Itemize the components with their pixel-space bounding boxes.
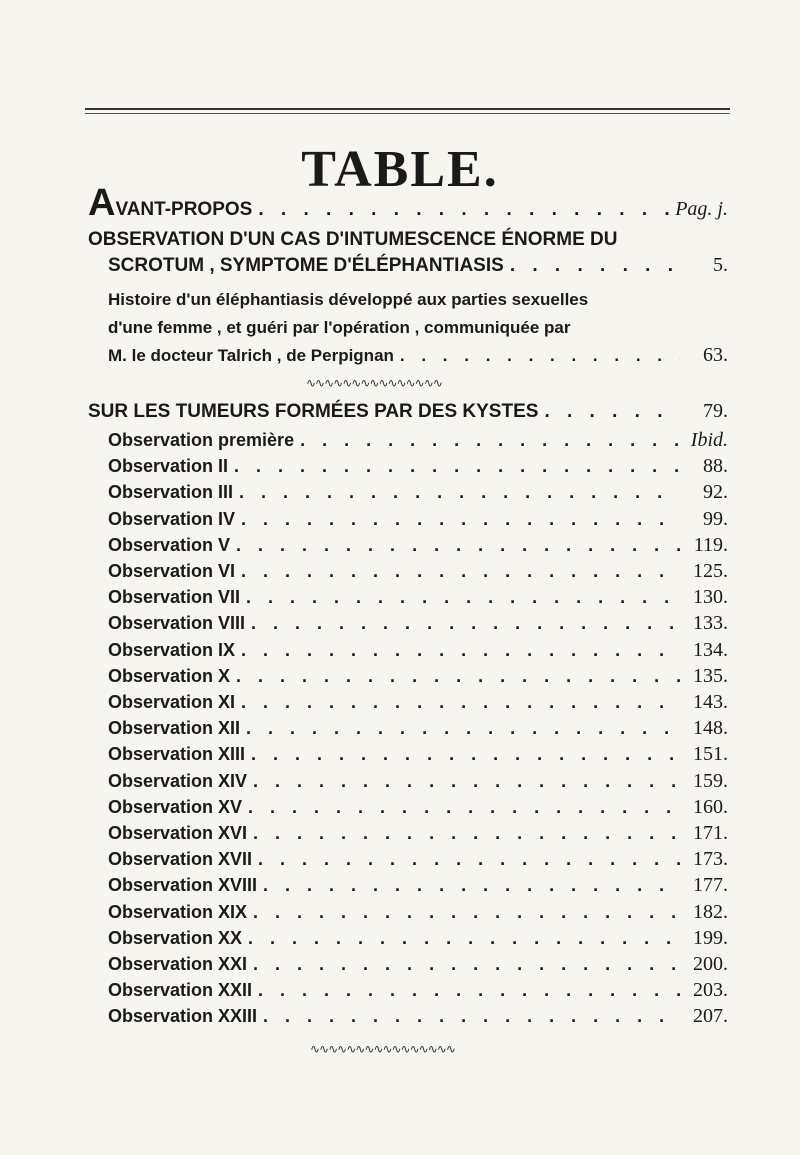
toc-entry-observation (108, 534, 728, 557)
entry-page: 203. (693, 979, 728, 1002)
entry-label: Observation XXII (108, 980, 253, 1001)
leader-dots (241, 692, 680, 713)
toc-entry-avant-propos (88, 182, 728, 225)
entry-page: 99. (703, 507, 728, 530)
entry-label: Observation XIII (108, 744, 246, 765)
entry-label: Observation VI (108, 561, 236, 581)
top-rule (85, 108, 730, 114)
entry-page: 92. (703, 481, 728, 504)
entry-label: Observation IX (108, 639, 236, 660)
entry-label: Observation II (108, 456, 229, 477)
entry-label: Observation XVII (108, 849, 253, 870)
entry-page: 207. (693, 1005, 728, 1028)
entry-label: Observation XXI (108, 954, 248, 974)
leader-dots (253, 902, 680, 923)
toc-entry-observation (108, 901, 728, 924)
toc-entry-observation (108, 927, 728, 950)
leader-dots (241, 640, 680, 661)
page-title: TABLE. (301, 141, 499, 198)
leader-dots (251, 613, 680, 634)
toc-entry-observation (108, 953, 728, 976)
entry-page: 159. (693, 769, 728, 792)
entry-label: M. le docteur Talrich , de Perpignan (108, 346, 394, 365)
entry-page: 134. (693, 638, 728, 661)
toc-entry-observation (108, 796, 728, 819)
entry-page: 88. (703, 455, 728, 478)
entry-page: 171. (693, 822, 728, 844)
entry-page: 182. (693, 900, 728, 923)
toc-entry-observation (108, 665, 728, 688)
leader-dots (248, 928, 680, 949)
leader-dots (258, 199, 669, 221)
entry-label: SCROTUM , SYMPTOME D'ÉLÉPHANTIASIS (108, 255, 504, 276)
entry-label: Observation XIX (108, 901, 248, 922)
leader-dots (253, 954, 680, 975)
toc-entry-observation-cas (108, 254, 728, 277)
ornament-divider: ∿∿∿∿∿∿∿∿∿∿∿∿∿∿∿ (306, 376, 442, 390)
entry-page: 119. (693, 533, 728, 556)
entry-label: Observation première (108, 430, 295, 450)
entry-label: Observation X (108, 665, 231, 686)
entry-page: 5. (713, 254, 728, 276)
entry-label: Observation XVI (108, 823, 248, 843)
entry-page: 79. (703, 400, 728, 422)
toc-entry-observation (108, 481, 728, 504)
entry-page: 200. (693, 953, 728, 975)
toc-entry-observation (108, 586, 728, 609)
entry-label: Observation XIV (108, 770, 248, 791)
toc-entry-observation (108, 429, 728, 452)
entry-page: 143. (693, 691, 728, 713)
leader-dots (400, 346, 680, 366)
leader-dots (236, 666, 680, 687)
toc-entry-observation (108, 743, 728, 766)
entry-page: 125. (693, 560, 728, 582)
entry-label: Observation XI (108, 692, 236, 712)
entry-page: 133. (693, 612, 728, 635)
entry-page: 199. (693, 926, 728, 949)
toc-entry-observation (108, 848, 728, 871)
entry-label: Observation V (108, 534, 231, 555)
leader-dots (258, 849, 680, 870)
toc-entry-observation (108, 717, 728, 740)
leader-dots (236, 535, 680, 556)
toc-entry-observation (108, 455, 728, 478)
toc-entry-observation (108, 822, 728, 845)
toc-entry-observation (108, 979, 728, 1002)
leader-dots (246, 587, 680, 608)
entry-page: 135. (693, 664, 728, 687)
entry-page: 160. (693, 795, 728, 818)
entry-label: Observation III (108, 482, 234, 503)
toc-entry-observation (108, 1005, 728, 1028)
entry-label: Observation IV (108, 508, 236, 529)
entry-page: 148. (693, 717, 728, 740)
entry-page: 130. (693, 586, 728, 609)
histoire-line2: d'une femme , et guéri par l'opération , communiquée par (108, 318, 571, 337)
toc-entry-observation (108, 874, 728, 897)
entry-page: Pag. j. (675, 198, 728, 220)
leader-dots (510, 255, 680, 277)
leader-dots (234, 456, 680, 477)
entry-label: Observation XV (108, 796, 243, 817)
entry-label: SUR LES TUMEURS FORMÉES PAR DES KYSTES (88, 401, 539, 422)
entry-page: 173. (693, 848, 728, 871)
toc-entry-observation (108, 770, 728, 793)
toc-entry-observation (108, 560, 728, 583)
toc-entry-observation (108, 508, 728, 531)
entry-label: Observation XII (108, 718, 241, 739)
entry-page: Ibid. (690, 429, 728, 451)
leader-dots (253, 771, 680, 792)
leader-dots (263, 875, 680, 896)
leader-dots (258, 980, 680, 1001)
leader-dots (241, 509, 680, 530)
entry-label: Observation XXIII (108, 1006, 258, 1027)
toc-entry-observation (108, 691, 728, 714)
entry-label: Observation VIII (108, 613, 246, 634)
toc-entry-observation-cas-line1: OBSERVATION D'UN CAS D'INTUMESCENCE ÉNORME DU (88, 229, 618, 250)
toc-entry-observation (108, 612, 728, 635)
entry-label: Observation VII (108, 587, 241, 608)
leader-dots (246, 718, 680, 739)
entry-label: AVANT-PROPOS (88, 182, 253, 224)
leader-dots (253, 823, 680, 844)
toc-entry-tumeurs (88, 400, 728, 423)
toc-entry-histoire (108, 344, 728, 367)
entry-page: 151. (693, 743, 728, 766)
entry-page: 177. (693, 874, 728, 897)
entry-label: Observation XVIII (108, 875, 258, 896)
toc-entry-observation (108, 639, 728, 662)
entry-label: Observation XX (108, 927, 243, 948)
leader-dots (544, 401, 680, 423)
leader-dots (241, 561, 680, 582)
ornament-end: ∿∿∿∿∿∿∿∿∿∿∿∿∿∿∿∿ (310, 1042, 455, 1056)
leader-dots (248, 797, 680, 818)
leader-dots (300, 430, 680, 451)
histoire-line1: Histoire d'un éléphantiasis développé aux parties sexuelles (108, 290, 589, 309)
leader-dots (251, 744, 680, 765)
leader-dots (263, 1006, 680, 1027)
entry-page: 63. (703, 344, 728, 366)
leader-dots (239, 482, 680, 503)
